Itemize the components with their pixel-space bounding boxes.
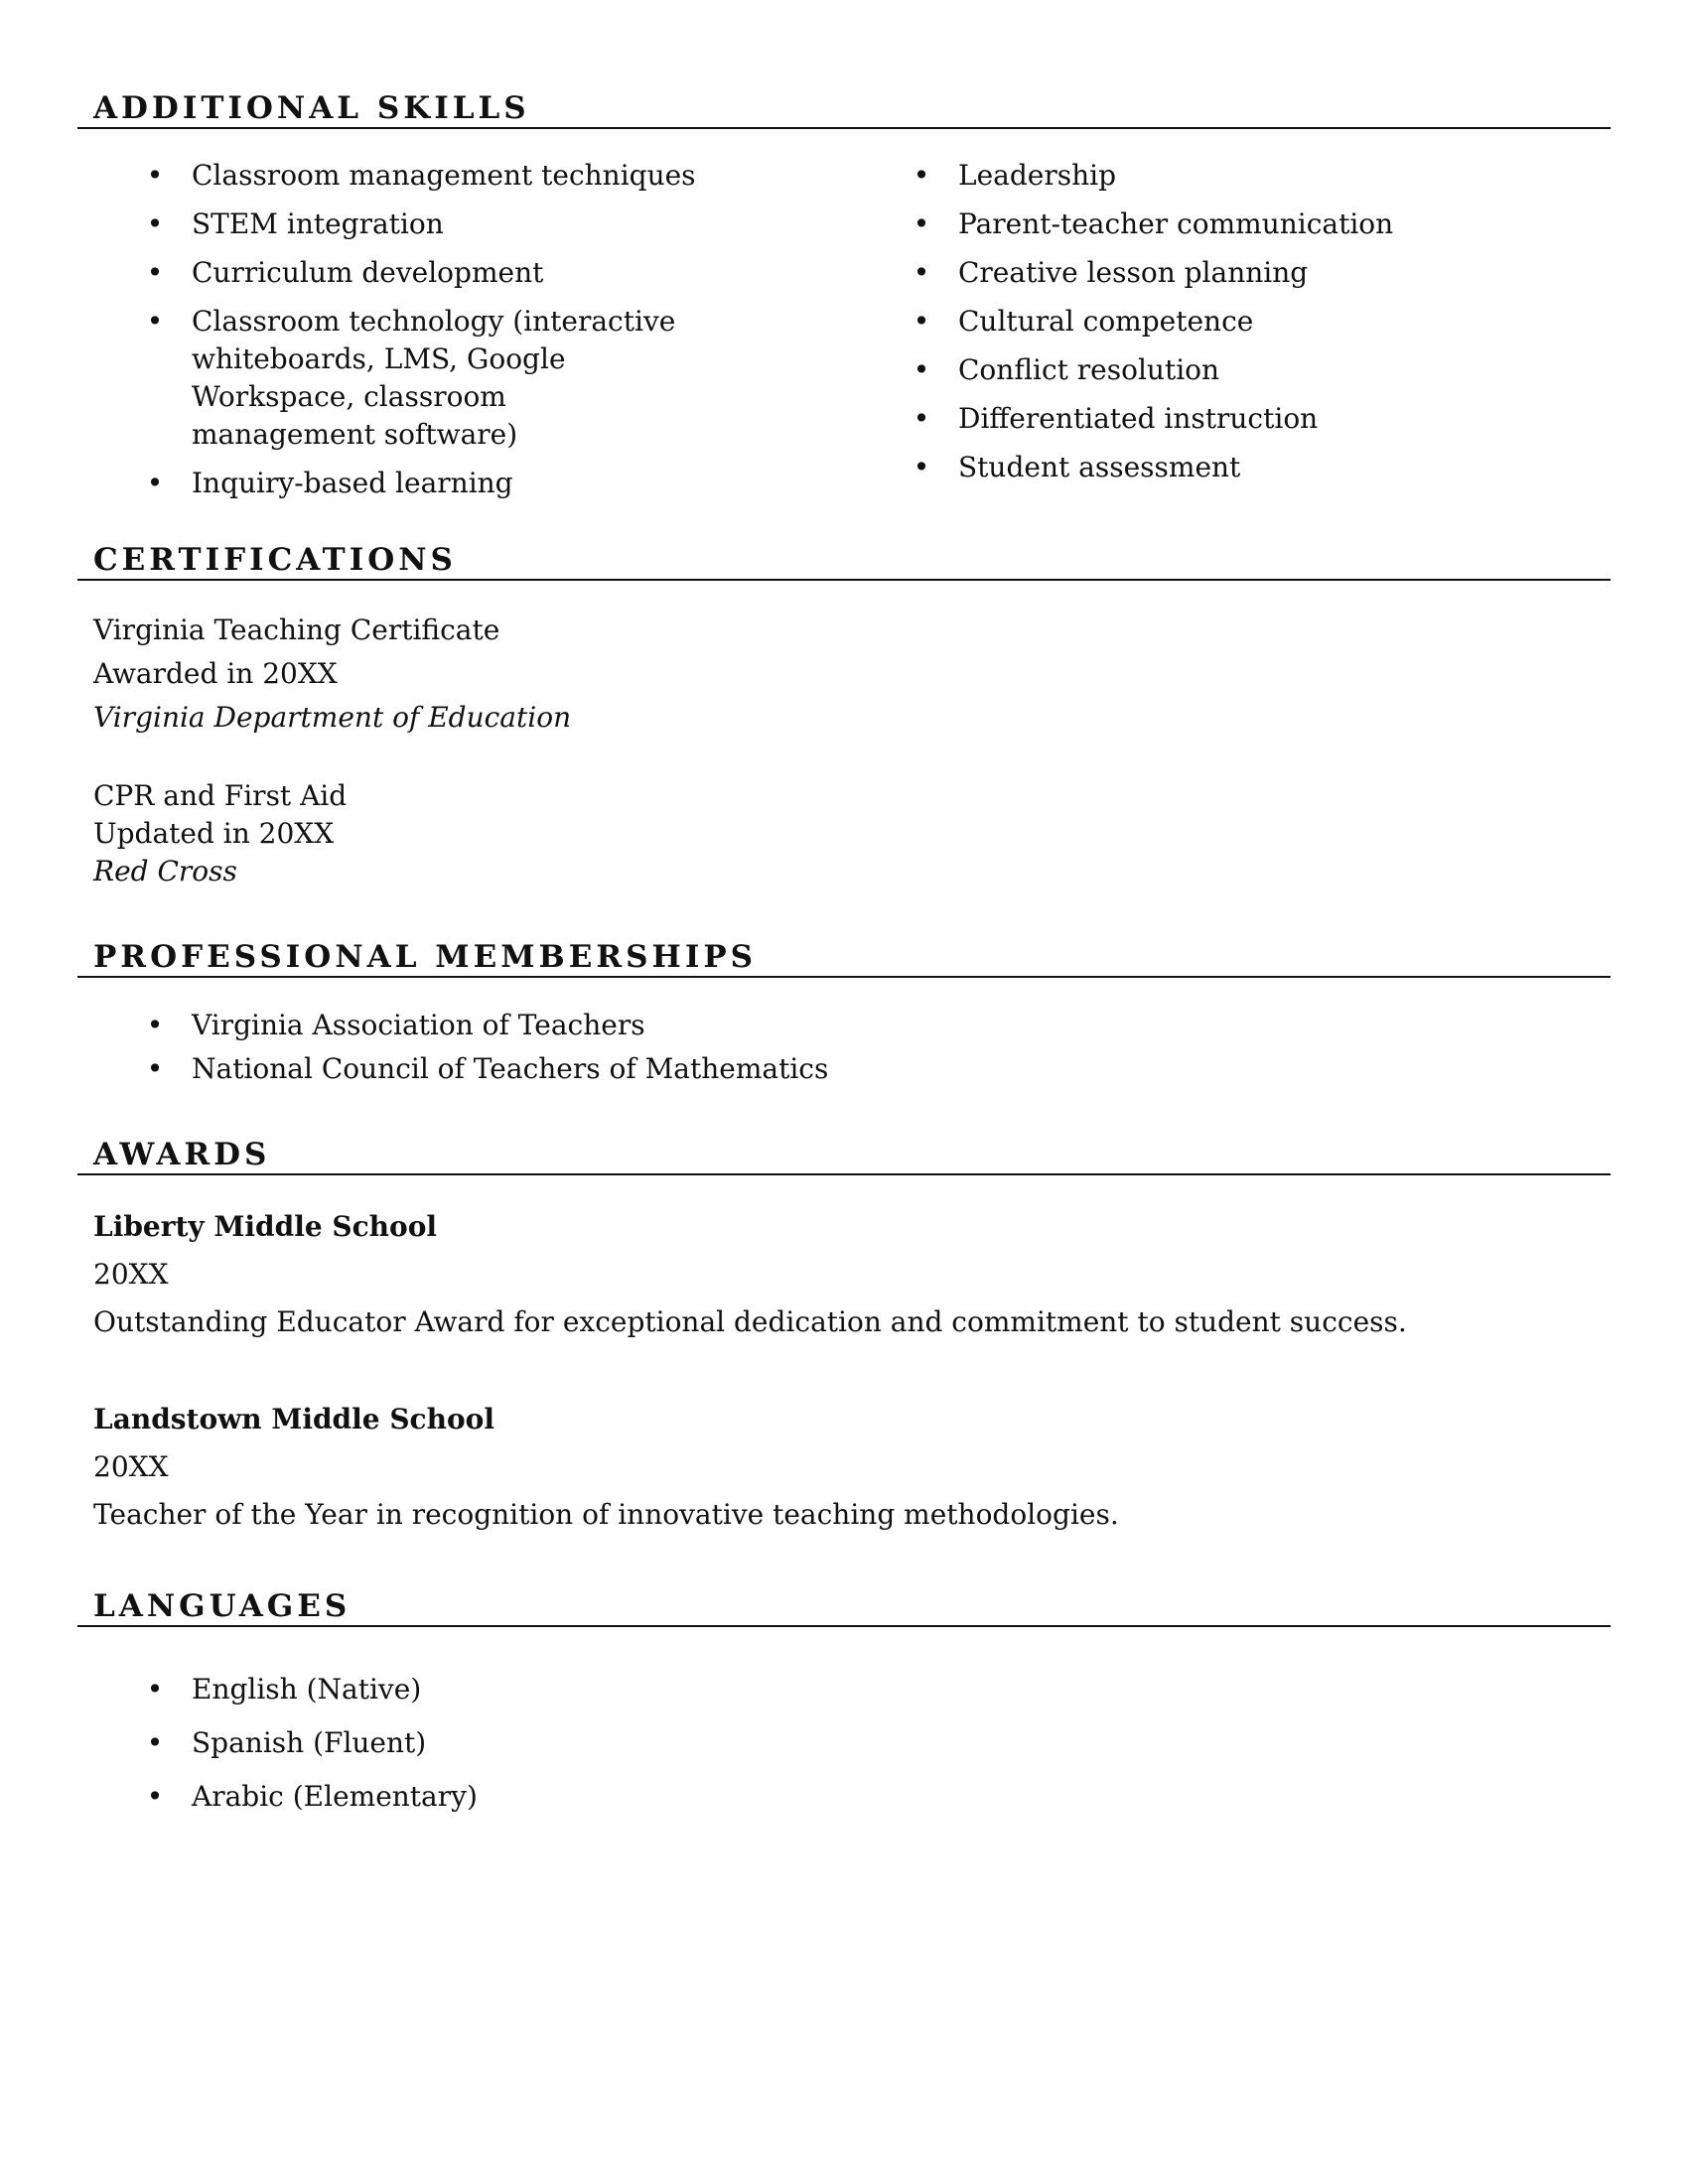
additional-skills-heading: ADDITIONAL SKILLS [93, 90, 530, 126]
memberships-heading: PROFESSIONAL MEMBERSHIPS [93, 939, 758, 975]
certifications-heading: CERTIFICATIONS [93, 542, 457, 578]
skills-columns [77, 157, 1611, 514]
award-entry [77, 1203, 1611, 1346]
memberships-divider [77, 976, 1611, 978]
language-item: • Arabic (Elementary) [77, 1770, 1611, 1824]
certification-entry [77, 777, 1611, 890]
bullet-icon: • [146, 159, 164, 192]
award-entry [77, 1396, 1611, 1539]
skill-item: • Parent-teacher communication [844, 205, 1599, 243]
certifications-section [77, 541, 1611, 890]
skill-item: • Inquiry-based learning [77, 465, 842, 502]
bullet-icon: • [913, 159, 930, 192]
skills-list-right [844, 157, 1599, 497]
memberships-list [77, 1004, 1611, 1091]
bullet-icon: • [146, 1780, 164, 1813]
awards-section [77, 1136, 1611, 1539]
certification-entry [77, 609, 1611, 740]
bullet-icon: • [146, 1726, 164, 1759]
bullet-icon: • [913, 451, 930, 483]
skill-item: • STEM integration [77, 205, 842, 243]
skill-item: • Leadership [844, 157, 1599, 195]
award-year: 20XX [93, 1450, 169, 1483]
skill-item: • Classroom management techniques [77, 157, 842, 195]
certification-date: Updated in 20XX [93, 817, 335, 850]
memberships-section [77, 938, 1611, 1091]
language-item: • English (Native) [77, 1663, 1611, 1716]
certification-name: CPR and First Aid [93, 779, 348, 812]
bullet-icon: • [913, 305, 930, 338]
skill-item: • Cultural competence [844, 303, 1599, 341]
award-year: 20XX [93, 1258, 169, 1291]
bullet-icon: • [913, 402, 930, 435]
award-description: Teacher of the Year in recognition of innovative teaching methodologies. [93, 1498, 1119, 1531]
additional-skills-divider [77, 127, 1611, 129]
skill-item: • Creative lesson planning [844, 254, 1599, 292]
bullet-icon: • [913, 353, 930, 386]
membership-item: • Virginia Association of Teachers [77, 1004, 1611, 1047]
bullet-icon: • [146, 256, 164, 289]
bullet-icon: • [146, 1009, 164, 1041]
languages-list [77, 1663, 1611, 1824]
membership-item: • National Council of Teachers of Mathematics [77, 1047, 1611, 1091]
skill-item: • Differentiated instruction [844, 400, 1599, 438]
bullet-icon: • [146, 207, 164, 240]
languages-heading: LANGUAGES [93, 1588, 352, 1624]
bullet-icon: • [913, 207, 930, 240]
skill-item: • Student assessment [844, 449, 1599, 486]
certification-date: Awarded in 20XX [93, 657, 338, 690]
award-school: Liberty Middle School [93, 1210, 438, 1243]
languages-divider [77, 1625, 1611, 1627]
award-description: Outstanding Educator Award for exceptional dedication and commitment to student success. [93, 1305, 1407, 1338]
skills-list-left [77, 157, 842, 513]
skill-item: • Conflict resolution [844, 351, 1599, 389]
bullet-icon: • [146, 1052, 164, 1085]
language-item: • Spanish (Fluent) [77, 1716, 1611, 1770]
awards-heading: AWARDS [93, 1137, 271, 1172]
additional-skills-section [77, 89, 1611, 514]
languages-section [77, 1587, 1611, 1824]
awards-divider [77, 1173, 1611, 1175]
award-school: Landstown Middle School [93, 1403, 494, 1435]
certifications-divider [77, 579, 1611, 581]
skill-item: • Classroom technology (interactive whiteboards, LMS, Google Workspace, classroom management software) [146, 305, 676, 451]
certification-issuer: Red Cross [93, 855, 237, 887]
skill-item: • Curriculum development [77, 254, 842, 292]
bullet-icon: • [146, 467, 164, 499]
bullet-icon: • [913, 256, 930, 289]
certification-issuer: Virginia Department of Education [93, 701, 572, 734]
bullet-icon: • [146, 1673, 164, 1706]
bullet-icon: • [146, 305, 164, 338]
certification-name: Virginia Teaching Certificate [93, 614, 500, 646]
